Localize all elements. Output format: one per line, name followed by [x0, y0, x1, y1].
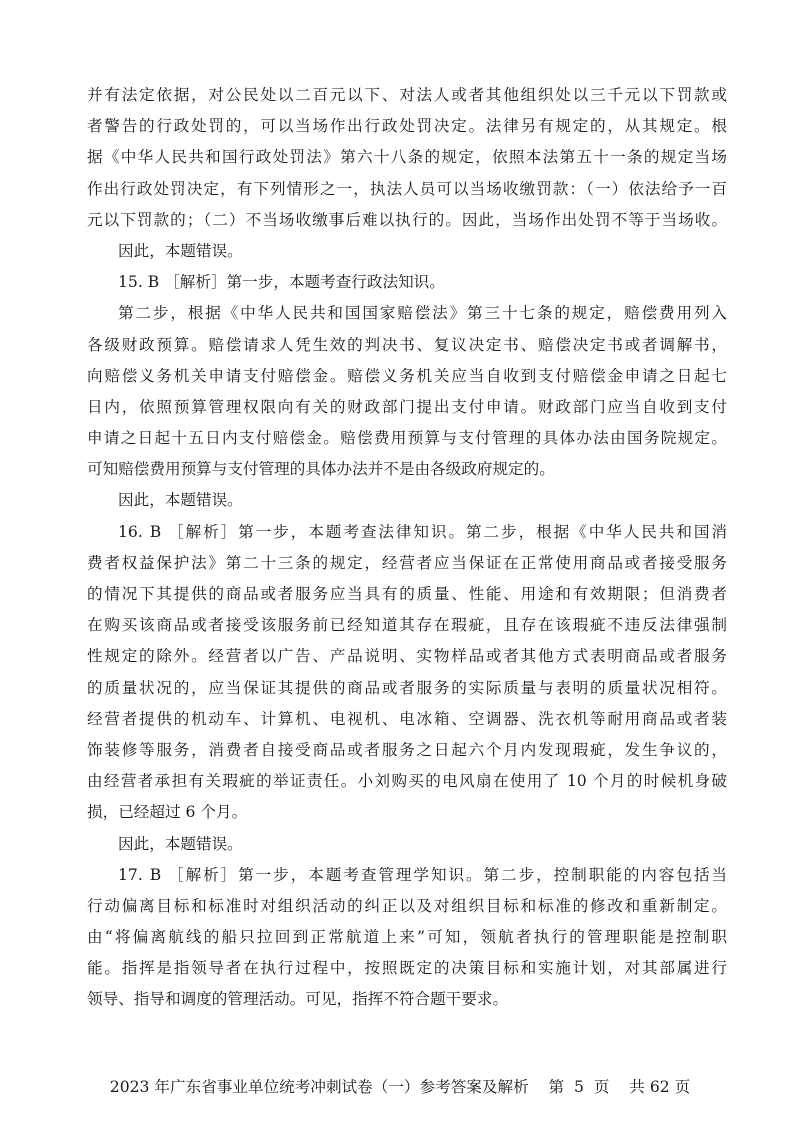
text-line: 性规定的除外。经营者以广告、产品说明、实物样品或者其他方式表明商品或者服务 [87, 647, 727, 666]
conclusion-line: 因此，本题错误。 [118, 491, 243, 510]
text-line: 并有法定依据，对公民处以二百元以下、对法人或者其他组织处以三千元以下罚款或 [87, 86, 727, 104]
text-line: 向赔偿义务机关申请支付赔偿金。赔偿义务机关应当自收到支付赔偿金申请之日起七 [87, 366, 727, 385]
text-line: 能。指挥是指领导者在执行过程中，按照既定的决策目标和实施计划，对其部属进行 [87, 959, 727, 978]
text-line: 经营者提供的机动车、计算机、电视机、电冰箱、空调器、洗衣机等耐用商品或者装 [87, 709, 727, 728]
conclusion-line: 因此，本题错误。 [118, 834, 243, 853]
text-line: 的质量状况的，应当保证其提供的商品或者服务的实际质量与表明的质量状况相符。 [87, 678, 727, 697]
text-line: 作出行政处罚决定，有下列情形之一，执法人员可以当场收缴罚款：（一）依法给予一百 [87, 179, 727, 198]
text-line: 由经营者承担有关瑕疵的举证责任。小刘购买的电风扇在使用了 10 个月的时候机身破 [87, 772, 727, 791]
text-line: 饰装修等服务，消费者自接受商品或者服务之日起六个月内发现瑕疵，发生争议的， [87, 740, 727, 759]
text-line: 者警告的行政处罚的，可以当场作出行政处罚决定。法律另有规定的，从其规定。根 [87, 117, 727, 136]
text-line: 可知赔偿费用预算与支付管理的具体办法并不是由各级政府规定的。 [87, 460, 555, 479]
page-footer: 2023 年广东省事业单位统考冲刺试卷（一）参考答案及解析 第 5 页 共 62 页 [109, 1078, 691, 1096]
text-line: 申请之日起十五日内支付赔偿金。赔偿费用预算与支付管理的具体办法由国务院规定。 [87, 429, 727, 448]
text-line: 领导、指导和调度的管理活动。可见，指挥不符合题干要求。 [87, 990, 509, 1009]
text-line: 第二步，根据《中华人民共和国国家赔偿法》第三十七条的规定，赔偿费用列入 [118, 304, 727, 323]
text-line: 在购买该商品或者接受该服务前已经知道其存在瑕疵，且存在该瑕疵不违反法律强制 [87, 616, 727, 635]
text-line: 各级财政预算。赔偿请求人凭生效的判决书、复议决定书、赔偿决定书或者调解书， [87, 335, 727, 354]
text-line: 行动偏离目标和标准时对组织活动的纠正以及对组织目标和标准的修改和重新制定。 [87, 896, 727, 915]
text-line: 据《中华人民共和国行政处罚法》第六十八条的规定，依照本法第五十一条的规定当场 [87, 148, 727, 167]
conclusion-line: 因此，本题错误。 [118, 241, 243, 260]
question-17-heading: 17. B ［解析］第一步，本题考查管理学知识。第二步，控制职能的内容包括当 [118, 865, 727, 884]
question-15-heading: 15. B ［解析］第一步，本题考查行政法知识。 [118, 273, 445, 292]
question-16-heading: 16. B ［解析］第一步，本题考查法律知识。第二步，根据《中华人民共和国消 [118, 522, 727, 541]
text-line: 由“将偏离航线的船只拉回到正常航道上来”可知，领航者执行的管理职能是控制职 [87, 928, 727, 947]
text-line: 损，已经超过 6 个月。 [87, 803, 248, 822]
text-line: 日内，依照预算管理权限向有关的财政部门提出支付申请。财政部门应当自收到支付 [87, 397, 727, 416]
text-line: 元以下罚款的；（二）不当场收缴事后难以执行的。因此，当场作出处罚不等于当场收。 [87, 210, 727, 229]
text-line: 费者权益保护法》第二十三条的规定，经营者应当保证在正常使用商品或者接受服务 [87, 553, 727, 572]
document-body [87, 80, 727, 1016]
text-line: 的情况下其提供的商品或者服务应当具有的质量、性能、用途和有效期限；但消费者 [87, 585, 727, 603]
